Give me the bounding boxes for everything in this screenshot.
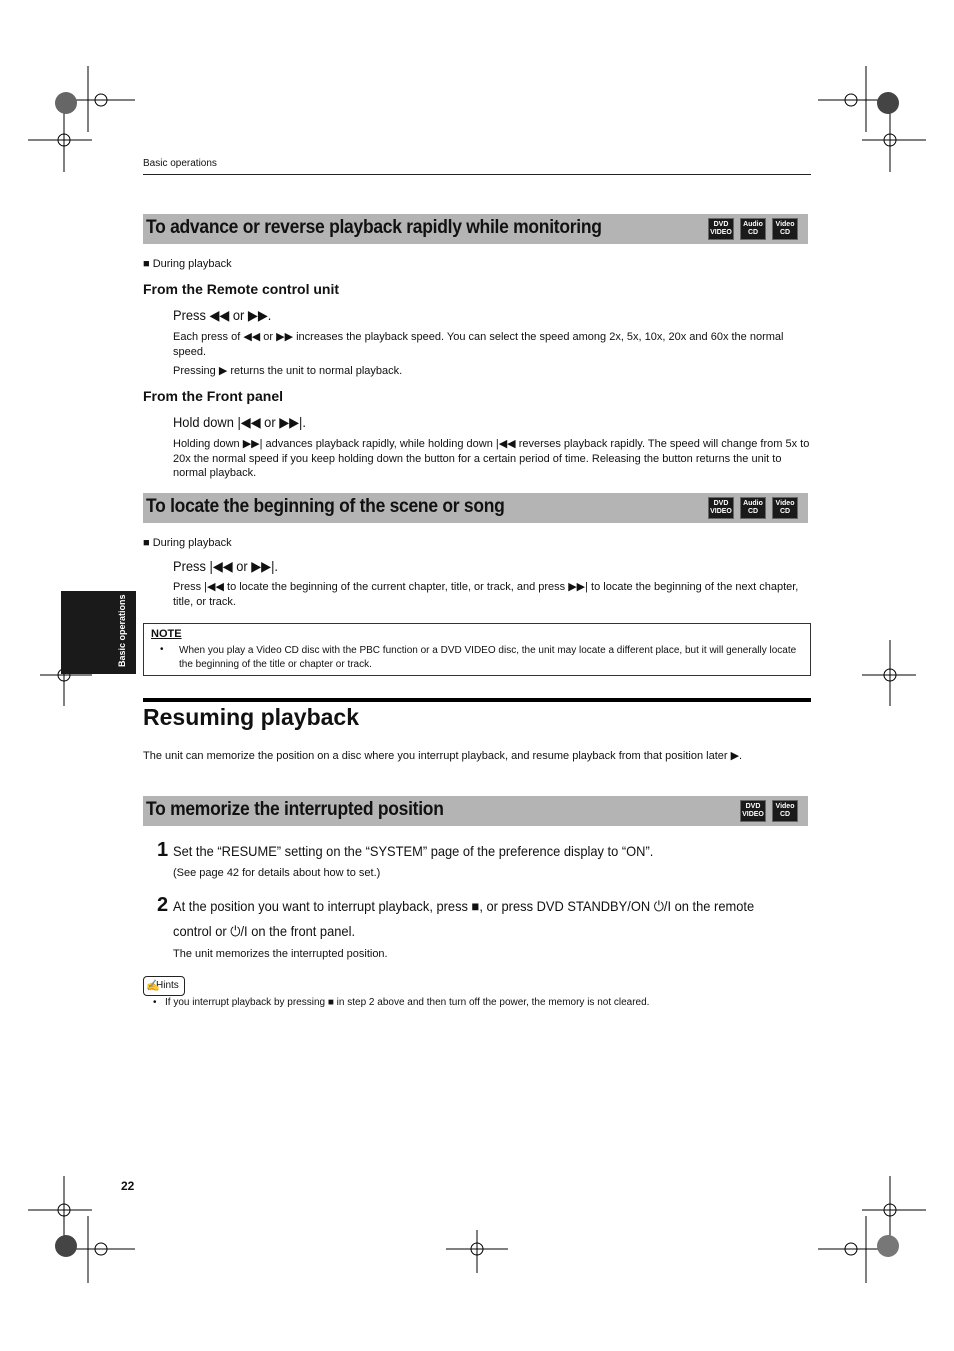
- front-panel-instruction: Hold down |◀◀ or ▶▶|.: [173, 414, 306, 430]
- disc-badges: [708, 497, 798, 519]
- note-box: [143, 623, 811, 676]
- running-header: Basic operations: [143, 158, 217, 169]
- note-text: When you play a Video CD disc with the PBC function or a DVD VIDEO disc, the unit may locate a different place, but it will generally locate the beginning of the title or chapter or track.: [179, 645, 797, 670]
- section-title: To advance or reverse playback rapidly while monitoring: [146, 217, 602, 238]
- remote-subheading: From the Remote control unit: [143, 281, 339, 297]
- audio-cd-badge: Audio CD: [740, 218, 766, 240]
- remote-description-2: Pressing ▶ returns the unit to normal playback.: [173, 365, 403, 377]
- page-title: Resuming playback: [143, 704, 360, 730]
- section-title: To memorize the interrupted position: [146, 799, 444, 820]
- note-bullet: •: [160, 644, 164, 655]
- front-panel-description: Holding down ▶▶| advances playback rapidly, while holding down |◀◀ reverses playback rapidly. The speed will change from 5x to 20x the normal speed if you keep holding down the button for a certain period of time. Releasing the button returns the unit to normal playback.: [173, 438, 810, 479]
- context-label: ■ During playback: [143, 537, 232, 549]
- hints-bullet: •: [153, 997, 157, 1008]
- side-tab-label: Basic operations: [117, 594, 127, 667]
- front-panel-subheading: From the Front panel: [143, 388, 283, 404]
- section-locate-heading: [143, 493, 808, 523]
- dvd-video-badge: DVD VIDEO: [708, 218, 734, 240]
- dvd-video-badge: DVD VIDEO: [708, 497, 734, 519]
- section-advance-reverse-heading: [143, 214, 808, 244]
- hints-label: Hints: [156, 980, 179, 991]
- locate-instruction: Press |◀◀ or ▶▶|.: [173, 558, 279, 574]
- resume-intro: The unit can memorize the position on a disc where you interrupt playback, and resume playback from that position later ▶.: [143, 750, 743, 762]
- section-title: To locate the beginning of the scene or song: [146, 496, 505, 517]
- title-rule: [143, 698, 811, 702]
- step-2-text: At the position you want to interrupt playback, press ■, or press DVD STANDBY/ON ⏻/I on the remote: [173, 898, 755, 914]
- hints-box: [143, 976, 185, 996]
- video-cd-badge: Video CD: [772, 497, 798, 519]
- step-1-text: Set the “RESUME” setting on the “SYSTEM” page of the preference display to “ON”.: [173, 843, 654, 859]
- remote-instruction: Press ◀◀ or ▶▶.: [173, 307, 272, 323]
- section-memorize-heading: [143, 796, 808, 826]
- video-cd-badge: Video CD: [772, 800, 798, 822]
- header-rule: [143, 174, 811, 175]
- remote-description: Each press of ◀◀ or ▶▶ increases the playback speed. You can select the speed among 2x, 5x, 10x, 20x and 60x the normal speed.: [173, 331, 784, 358]
- page-number: 22: [121, 1179, 135, 1193]
- context-label: ■ During playback: [143, 258, 232, 270]
- step-1-subtext: (See page 42 for details about how to set.): [173, 867, 381, 879]
- hand-icon: ✍: [146, 980, 160, 992]
- note-label: NOTE: [151, 628, 182, 640]
- locate-description: Press |◀◀ to locate the beginning of the current chapter, title, or track, and press ▶▶| to locate the beginning of the next chapter, title, or track.: [173, 581, 799, 608]
- audio-cd-badge: Audio CD: [740, 497, 766, 519]
- step-1-number: 1: [157, 839, 169, 861]
- dvd-video-badge: DVD VIDEO: [740, 800, 766, 822]
- disc-badges: [740, 800, 798, 822]
- step-2-subtext: The unit memorizes the interrupted position.: [173, 948, 388, 960]
- side-tab: [61, 591, 136, 674]
- video-cd-badge: Video CD: [772, 218, 798, 240]
- hints-text: If you interrupt playback by pressing ■ in step 2 above and then turn off the power, the memory is not cleared.: [165, 997, 650, 1008]
- step-2-number: 2: [157, 894, 169, 916]
- step-2-text-cont: control or ⏻/I on the front panel.: [173, 923, 356, 939]
- disc-badges: [708, 218, 798, 240]
